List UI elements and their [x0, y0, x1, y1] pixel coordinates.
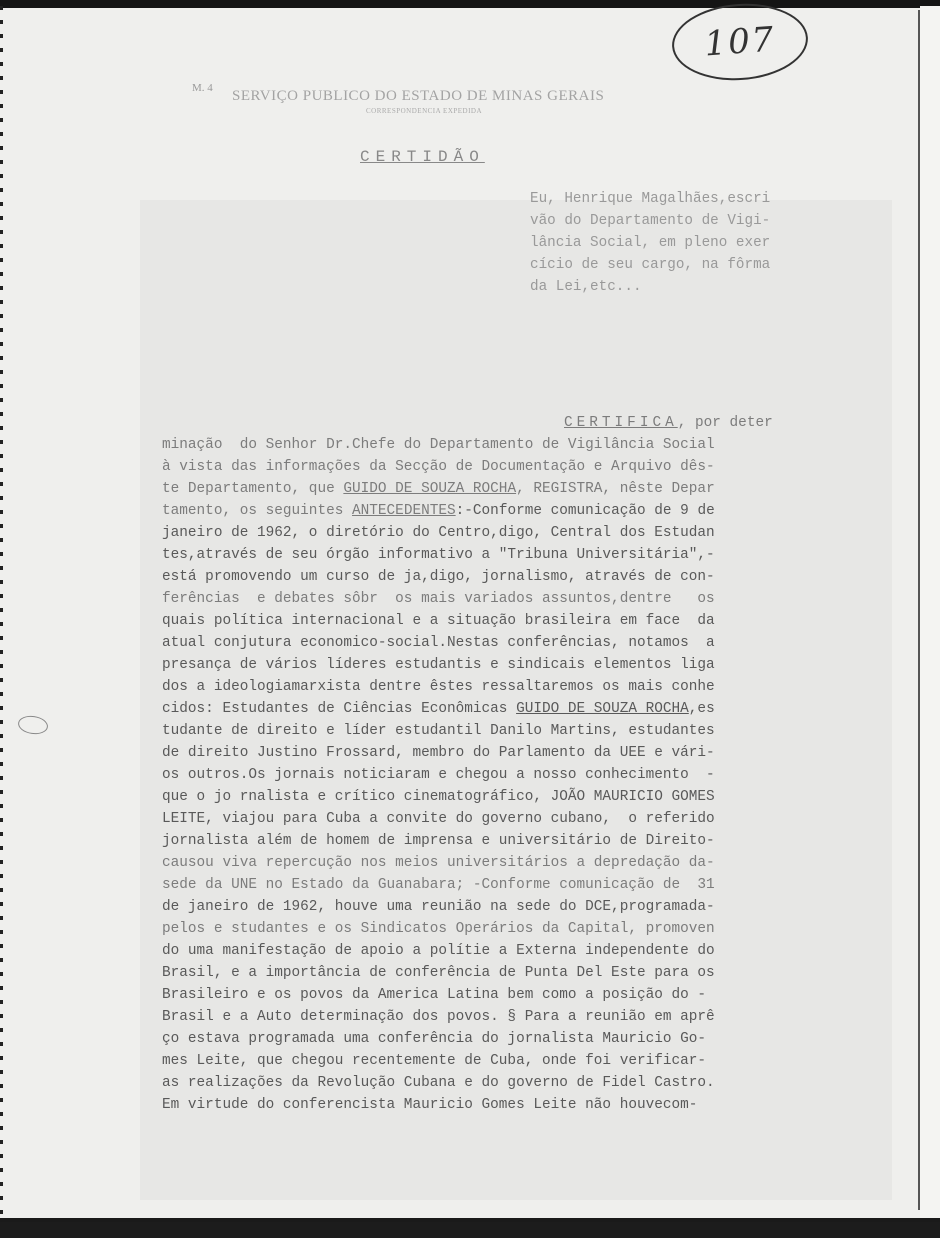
preamble-line: Eu, Henrique Magalhães,escri — [530, 191, 771, 207]
body-line: ço estava programada uma conferência do jornalista Mauricio Go- — [162, 1031, 707, 1047]
body-line: ferências e debates sôbr os mais variados assuntos,dentre os — [162, 591, 715, 607]
body-line: tes,através de seu órgão informativo a "Tribuna Universitária",- — [162, 547, 715, 563]
body-line: os outros.Os jornais noticiaram e chegou a nosso conhecimento - — [162, 767, 715, 783]
body-line: jornalista além de homem de imprensa e universitário de Direito- — [162, 833, 715, 849]
preamble — [530, 186, 830, 296]
body-line: causou viva repercução nos meios universitários a depredação da- — [162, 855, 715, 871]
body-line: presança de vários líderes estudantis e sindicais elementos liga — [162, 657, 715, 673]
body-line: Brasil e a Auto determinação dos povos. § Para a reunião em aprê — [162, 1009, 715, 1025]
body-line: pelos e studantes e os Sindicatos Operários da Capital, promoven — [162, 921, 715, 937]
folio-number: 107 — [703, 19, 777, 65]
preamble-line: da Lei,etc... — [530, 279, 642, 295]
letterhead-subtitle: CORRESPONDENCIA EXPEDIDA — [366, 107, 483, 115]
body-line: de janeiro de 1962, houve uma reunião na sede do DCE,programada- — [162, 899, 715, 915]
preamble-line: vão do Departamento de Vigi- — [530, 213, 771, 229]
document-title: CERTIDÃO — [360, 148, 485, 166]
body-line: dos a ideologiamarxista dentre êstes ressaltaremos os mais conhe — [162, 679, 715, 695]
body-line: LEITE, viajou para Cuba a convite do governo cubano, o referido — [162, 811, 715, 827]
body-line: te Departamento, que GUIDO DE SOUZA ROCHA, REGISTRA, nêste Depar — [162, 481, 715, 497]
body-line: minação do Senhor Dr.Chefe do Departamento de Vigilância Social — [162, 437, 715, 453]
body-line: as realizações da Revolução Cubana e do governo de Fidel Castro. — [162, 1075, 715, 1091]
body-line: CERTIFICA, por deter — [564, 415, 773, 431]
preamble-line: cício de seu cargo, na fôrma — [530, 257, 771, 273]
body-line: atual conjutura economico-social.Nestas conferências, notamos a — [162, 635, 715, 651]
antecedentes-label: ANTECEDENTES — [352, 503, 456, 519]
body-line: Brasil, e a importância de conferência de Punta Del Este para os — [162, 965, 715, 981]
body-line: que o jo rnalista e crítico cinematográfico, JOÃO MAURICIO GOMES — [162, 789, 715, 805]
body-line: janeiro de 1962, o diretório do Centro,digo, Central dos Estudan — [162, 525, 715, 541]
subject-name: GUIDO DE SOUZA ROCHA — [516, 701, 689, 717]
body-line: está promovendo um curso de ja,digo, jornalismo, através de con- — [162, 569, 715, 585]
form-code: M. 4 — [192, 82, 213, 94]
body-line: sede da UNE no Estado da Guanabara; -Conforme comunicação de 31 — [162, 877, 715, 893]
right-margin — [920, 6, 940, 1218]
preamble-line: lância Social, em pleno exer — [530, 235, 771, 251]
letterhead: SERVIÇO PUBLICO DO ESTADO DE MINAS GERAIS — [232, 88, 605, 104]
body-line: mes Leite, que chegou recentemente de Cuba, onde foi verificar- — [162, 1053, 707, 1069]
scan-bottom-border — [0, 1222, 940, 1238]
left-binding-edge — [0, 6, 3, 1218]
body-line: tudante de direito e líder estudantil Danilo Martins, estudantes — [162, 723, 715, 739]
body-line: cidos: Estudantes de Ciências Econômicas GUIDO DE SOUZA ROCHA,es — [162, 701, 715, 717]
body-line: à vista das informações da Secção de Documentação e Arquivo dês- — [162, 459, 715, 475]
subject-name: GUIDO DE SOUZA ROCHA — [343, 481, 517, 497]
body-line: tamento, os seguintes ANTECEDENTES:-Conforme comunicação de 9 de — [162, 503, 715, 519]
body-line: Em virtude do conferencista Mauricio Gomes Leite não houvecom- — [162, 1097, 698, 1113]
body-line: do uma manifestação de apoio a polítie a Externa independente do — [162, 943, 715, 959]
certifica-heading: CERTIFICA — [564, 415, 678, 431]
body-line: quais política internacional e a situação brasileira em face da — [162, 613, 715, 629]
document-body — [162, 412, 842, 1116]
body-line: de direito Justino Frossard, membro do Parlamento da UEE e vári- — [162, 745, 715, 761]
right-page-edge — [918, 10, 920, 1210]
scan-top-border — [0, 0, 940, 8]
body-line: Brasileiro e os povos da America Latina bem como a posição do - — [162, 987, 707, 1003]
